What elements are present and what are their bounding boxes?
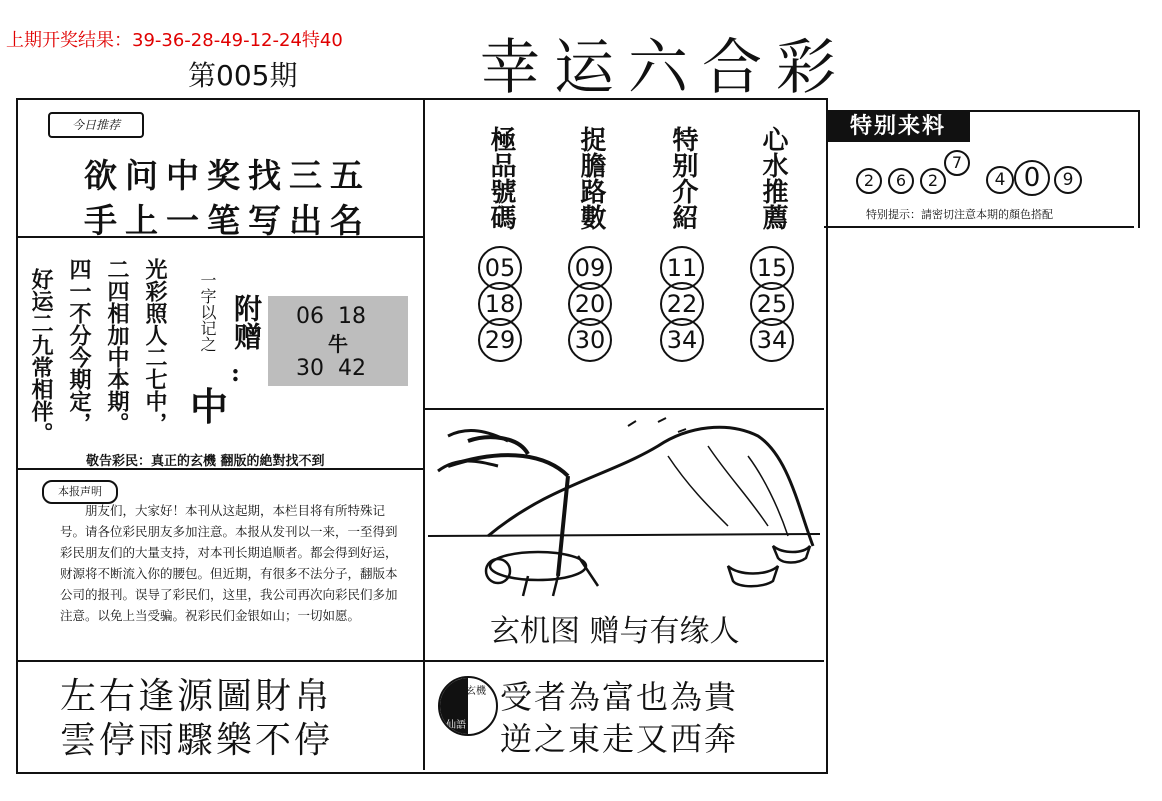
number-ball: 18 xyxy=(478,282,522,326)
divider-vertical xyxy=(423,98,425,770)
gift-mid: 牛 xyxy=(328,332,348,356)
poem-col-1: 光彩照人二七中， xyxy=(142,258,168,434)
poem-col-3: 四一不分今期定， xyxy=(66,258,92,434)
col-title-2: 捉膽路數 xyxy=(576,126,606,230)
number-ball: 34 xyxy=(660,318,704,362)
poem-col-2: 二四相加中本期。 xyxy=(104,258,130,434)
special-ball: 9 xyxy=(1054,166,1082,194)
badge-top-text: 玄機 xyxy=(466,686,486,697)
news-paragraph: 朋友们，大家好！本刊从这起期，本栏目将有所特殊记号。请各位彩民朋友多加注意。本报从发刊以一来，一至得到彩民朋友们的大量支持，对本刊长期追顺者。都会得到好运，财源将不断流入你的腰包。但近期，有很多不法分子，翻版本公司的报刊。误导了彩民们，这里，我公司再次向彩民们多加注意。以免上当受骗。祝彩民们金银如山；一切如愿。 xyxy=(60,503,398,623)
number-ball: 20 xyxy=(568,282,612,326)
special-ball: 0 xyxy=(1014,160,1050,196)
number-ball: 22 xyxy=(660,282,704,326)
fuzeng-label: 附赠 xyxy=(230,294,263,350)
special-ball: 4 xyxy=(986,166,1014,194)
zhong-char: 中 xyxy=(190,384,229,429)
couplet-line2: 手上一笔写出名 xyxy=(84,201,371,240)
recommend-tag: 今日推荐 xyxy=(48,112,144,138)
landscape-illustration xyxy=(428,416,820,602)
special-ball: 2 xyxy=(920,168,946,194)
divider-h3 xyxy=(16,660,824,662)
yin-yang-icon xyxy=(438,676,498,736)
special-ball: 7 xyxy=(944,150,970,176)
special-ball: 6 xyxy=(888,168,914,194)
bottom-left-line1: 左右逢源圖財帛 xyxy=(60,676,334,717)
page-title: 幸运六合彩 xyxy=(480,33,850,103)
col-title-1: 極品號碼 xyxy=(486,126,516,230)
notice-text: 敬告彩民：真正的玄機 翻版的絶對找不到 xyxy=(86,454,325,469)
colon: : xyxy=(231,358,240,387)
picture-caption: 玄机图 赠与有缘人 xyxy=(490,614,740,649)
gift-box xyxy=(268,296,408,386)
special-hint: 特别提示：請密切注意本期的顏色搭配 xyxy=(866,208,1053,221)
number-ball: 29 xyxy=(478,318,522,362)
bottom-mid-line1: 受者為富也為貴 xyxy=(500,678,739,716)
news-tag: 本报声明 xyxy=(42,480,118,504)
issue-number: 第005期 xyxy=(188,59,298,92)
bottom-left-line2: 雲停雨驟樂不停 xyxy=(60,720,334,761)
col-title-4: 心水推薦 xyxy=(758,126,788,230)
poem-col-4: 好运二九常相伴。 xyxy=(28,268,54,444)
gift-bottom: 30 42 xyxy=(296,356,366,381)
special-ball: 2 xyxy=(856,168,882,194)
side-label: 一字以记之 xyxy=(198,272,217,352)
couplet-line1: 欲问中奖找三五 xyxy=(84,156,371,195)
number-ball: 15 xyxy=(750,246,794,290)
number-ball: 11 xyxy=(660,246,704,290)
number-ball: 05 xyxy=(478,246,522,290)
number-ball: 09 xyxy=(568,246,612,290)
last-results: 上期开奖结果：39-36-28-49-12-24特40 xyxy=(6,30,343,51)
divider-h4 xyxy=(424,408,824,410)
special-title: 特别来料 xyxy=(826,110,970,142)
number-ball: 30 xyxy=(568,318,612,362)
badge-bottom-text: 仙語 xyxy=(446,720,466,731)
bottom-mid-line2: 逆之東走又西奔 xyxy=(500,720,739,758)
col-title-3: 特别介紹 xyxy=(668,126,698,230)
number-ball: 25 xyxy=(750,282,794,326)
number-ball: 34 xyxy=(750,318,794,362)
gift-top: 06 18 xyxy=(296,304,366,329)
